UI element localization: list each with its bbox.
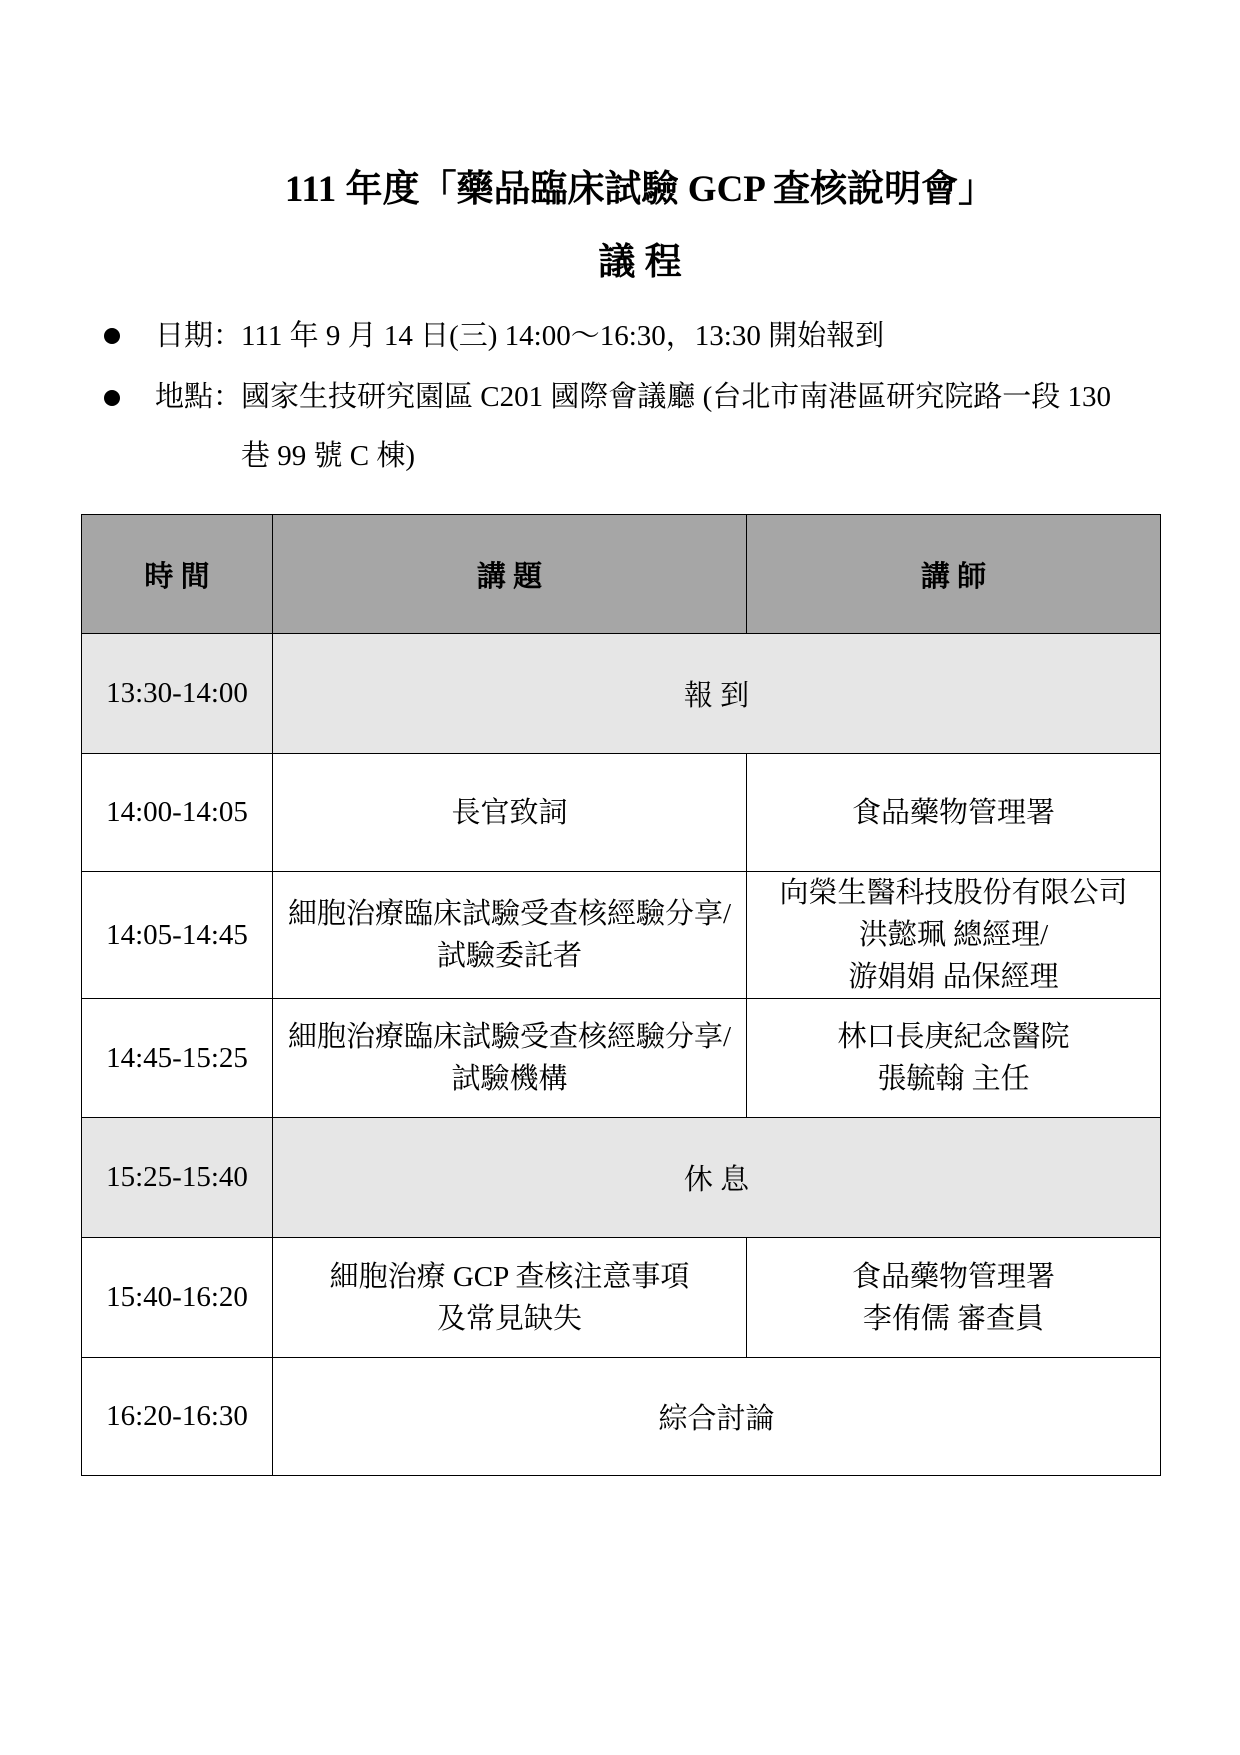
bullet-icon — [104, 328, 120, 344]
document-title: 111 年度「藥品臨床試驗 GCP 查核說明會」 — [284, 169, 996, 210]
speaker-line: 向榮生醫科技股份有限公司 — [779, 877, 1128, 909]
time-text: 15:25-15:40 — [106, 1161, 248, 1193]
time-cell — [82, 1118, 273, 1238]
topic-line: 細胞治療臨床試驗受查核經驗分享/ — [287, 898, 732, 930]
time-cell — [82, 634, 273, 754]
time-cell — [82, 1238, 273, 1358]
venue-value-line: 巷 99 號 C 棟) — [241, 440, 416, 472]
speaker-line: 食品藥物管理署 — [851, 796, 1055, 829]
agenda-row — [82, 1238, 1161, 1358]
time-cell — [82, 872, 273, 999]
agenda-row — [82, 1358, 1161, 1476]
merged-text: 報 到 — [683, 680, 750, 712]
speaker-cell — [747, 999, 1161, 1118]
topic-cell — [273, 872, 747, 999]
speaker-cell — [747, 754, 1161, 872]
event-info-list — [0, 306, 1240, 486]
topic-line: 及常見缺失 — [436, 1302, 582, 1335]
agenda-table — [81, 514, 1161, 1476]
topic-line: 細胞治療臨床試驗受查核經驗分享/ — [287, 1021, 732, 1053]
time-text: 14:05-14:45 — [106, 918, 248, 951]
agenda-row — [82, 754, 1161, 872]
speaker-line: 林口長庚紀念醫院 — [837, 1021, 1070, 1053]
venue-value-line: 國家生技研究園區 C201 國際會議廳 (台北市南港區研究院路一段 130 — [241, 381, 1112, 413]
venue-value — [241, 368, 1146, 486]
time-cell — [82, 754, 273, 872]
time-cell — [82, 999, 273, 1118]
agenda-header-row — [82, 515, 1161, 634]
topic-cell — [273, 999, 747, 1118]
time-text: 16:20-16:30 — [106, 1400, 248, 1432]
header-topic: 講 題 — [273, 515, 747, 634]
header-speaker: 講 師 — [747, 515, 1161, 634]
speaker-line: 游娟娟 品保經理 — [848, 961, 1059, 993]
header-time: 時 間 — [82, 515, 273, 634]
time-text: 15:40-16:20 — [106, 1281, 248, 1313]
merged-text: 休 息 — [683, 1164, 750, 1196]
merged-cell — [273, 1358, 1161, 1476]
topic-cell — [273, 1238, 747, 1358]
bullet-icon — [104, 390, 120, 406]
date-value-line: 111 年 9 月 14 日(三) 14:00～16:30，13:30 開始報到 — [241, 320, 885, 352]
document-subtitle: 議 程 — [598, 242, 682, 283]
speaker-line: 張毓翰 主任 — [877, 1063, 1030, 1095]
topic-line: 長官致詞 — [451, 796, 568, 829]
agenda-row — [82, 634, 1161, 754]
topic-line: 試驗委託者 — [436, 940, 582, 972]
time-text: 14:45-15:25 — [106, 1041, 248, 1074]
merged-text: 綜合討論 — [658, 1403, 775, 1435]
time-cell — [82, 1358, 273, 1476]
time-text: 14:00-14:05 — [106, 796, 248, 828]
speaker-cell — [747, 872, 1161, 999]
topic-line: 細胞治療 GCP 查核注意事項 — [329, 1260, 690, 1293]
merged-cell — [273, 634, 1161, 754]
date-value — [241, 306, 1146, 366]
venue-label: 地點： — [155, 381, 243, 413]
agenda-row — [82, 999, 1161, 1118]
date-info-item — [0, 306, 1240, 366]
speaker-line: 李侑儒 審查員 — [862, 1302, 1045, 1335]
agenda-row — [82, 1118, 1161, 1238]
date-label: 日期： — [155, 320, 243, 352]
speaker-line: 洪懿珮 總經理/ — [858, 919, 1049, 951]
venue-info-item — [0, 368, 1240, 486]
merged-cell — [273, 1118, 1161, 1238]
agenda-row — [82, 872, 1161, 999]
speaker-cell — [747, 1238, 1161, 1358]
speaker-line: 食品藥物管理署 — [851, 1260, 1055, 1293]
time-text: 13:30-14:00 — [106, 677, 248, 709]
topic-line: 試驗機構 — [451, 1063, 568, 1095]
topic-cell — [273, 754, 747, 872]
